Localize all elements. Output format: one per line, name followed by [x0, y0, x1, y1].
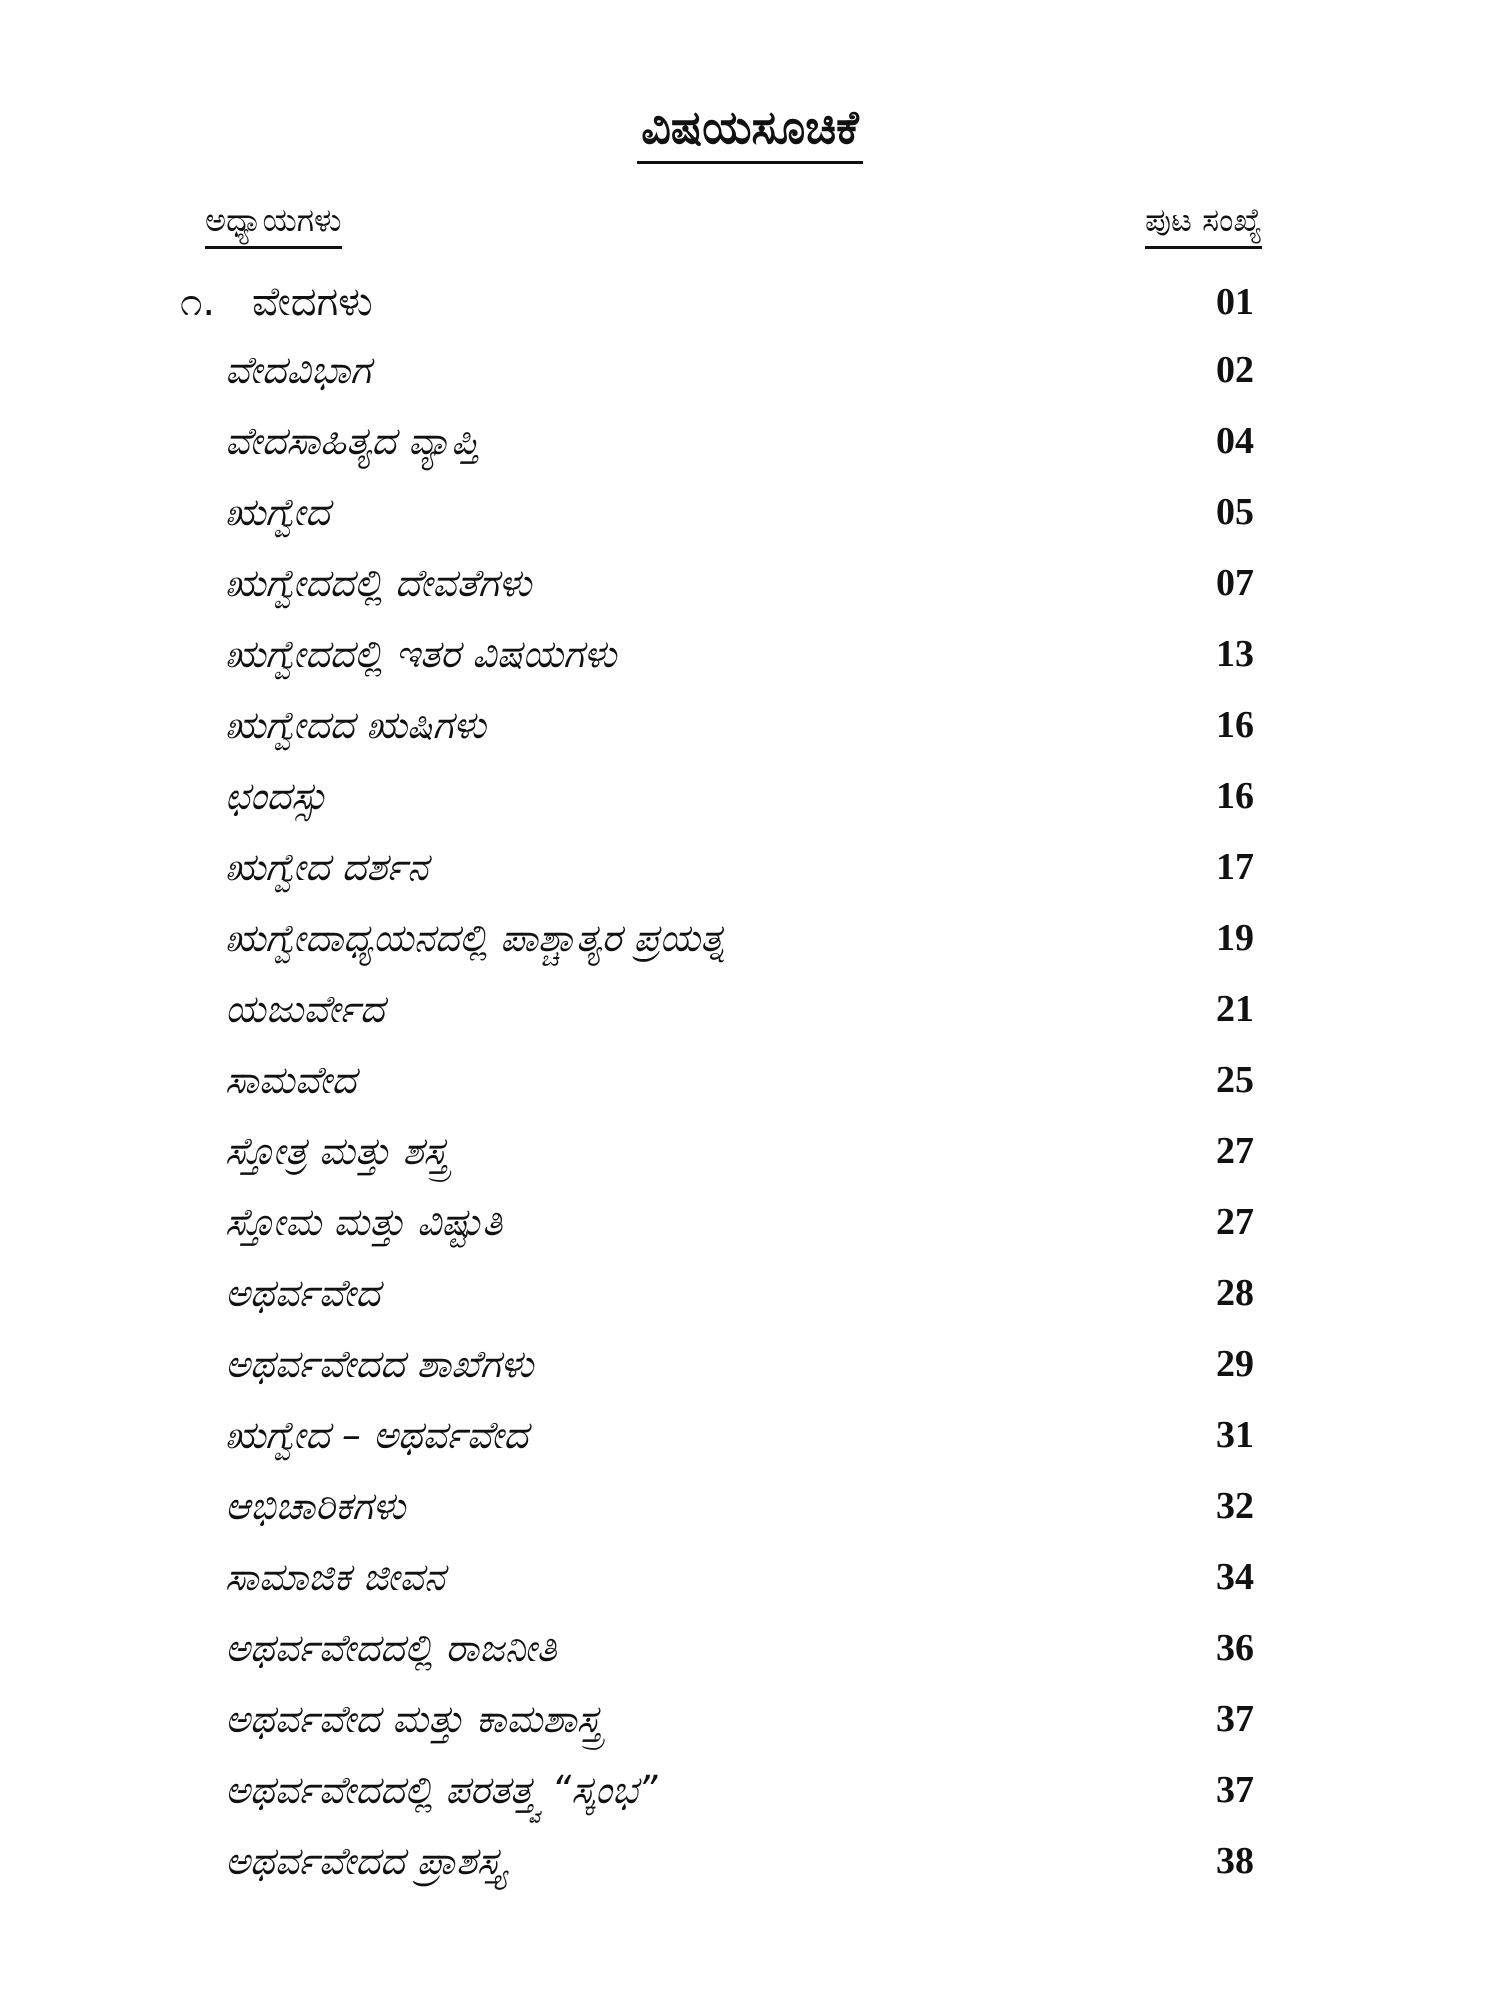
toc-entry: [0, 908, 1500, 979]
toc-entry-page: 05: [1216, 491, 1254, 533]
toc-entry-page: 04: [1216, 420, 1254, 462]
toc-entry: [0, 1121, 1500, 1192]
toc-entry: [0, 1618, 1500, 1689]
toc-entry-page: 19: [1216, 917, 1254, 959]
toc-entry: [0, 1405, 1500, 1476]
chapter-number: ೧.: [180, 279, 216, 325]
toc-entry: [0, 624, 1500, 695]
toc-entry: [0, 1476, 1500, 1547]
toc-entry: [0, 837, 1500, 908]
toc-entry-page: 31: [1216, 1414, 1254, 1456]
toc-entry: [0, 482, 1500, 553]
toc-entry: [0, 1689, 1500, 1760]
chapters-column-header: [205, 200, 342, 249]
chapter-heading-row: [180, 272, 1360, 332]
toc-entry: [0, 766, 1500, 837]
toc-entry-title: ಯಜುರ್ವೇದ: [225, 987, 385, 1031]
toc-entry-title: ಸಾಮಾಜಿಕ ಜೀವನ: [225, 1555, 445, 1599]
toc-entry-title: ಸ್ತೋತ್ರ ಮತ್ತು ಶಸ್ತ್ರ: [225, 1129, 448, 1173]
toc-entry-title: ಋಗ್ವೇದದಲ್ಲಿ ಇತರ ವಿಷಯಗಳು: [225, 632, 617, 676]
toc-entry: [0, 695, 1500, 766]
toc-entry-page: 28: [1216, 1272, 1254, 1314]
toc-entry-page: 17: [1216, 846, 1254, 888]
page-title-text: ವಿಷಯಸೂಚಿಕೆ: [637, 100, 862, 164]
toc-entry: [0, 979, 1500, 1050]
toc-entry: [0, 1547, 1500, 1618]
toc-entry-title: ಋಗ್ವೇದದಲ್ಲಿ ದೇವತೆಗಳು: [225, 561, 532, 605]
toc-entry-page: 38: [1216, 1840, 1254, 1882]
toc-entry-page: 13: [1216, 633, 1254, 675]
chapters-column-header-text: ಅಧ್ಯಾಯಗಳು: [205, 200, 342, 249]
toc-entry-page: 27: [1216, 1201, 1254, 1243]
toc-entry-page: 21: [1216, 988, 1254, 1030]
toc-entry-title: ಋಗ್ವೇದಾಧ್ಯಯನದಲ್ಲಿ ಪಾಶ್ಚಾತ್ಯರ ಪ್ರಯತ್ನ: [225, 916, 726, 960]
page-number-column-header: [1145, 200, 1262, 249]
toc-entry-title: ಆಭಿಚಾರಿಕಗಳು: [225, 1484, 406, 1528]
toc-entry-title: ವೇದವಿಭಾಗ: [225, 348, 371, 392]
toc-entry-page: 02: [1216, 349, 1254, 391]
toc-entry-page: 32: [1216, 1485, 1254, 1527]
toc-entry-title: ಛಂದಸ್ಸು: [225, 774, 328, 818]
toc-entries: [0, 340, 1500, 1902]
toc-entry-title: ಅಥರ್ವವೇದದಲ್ಲಿ ಪರತತ್ತ್ವ “ಸ್ಕಂಭ”: [225, 1768, 658, 1812]
toc-entry: [0, 1050, 1500, 1121]
chapter-page-number: 01: [1216, 281, 1254, 323]
toc-entry-page: 36: [1216, 1627, 1254, 1669]
toc-entry-title: ಅಥರ್ವವೇದ ಮತ್ತು ಕಾಮಶಾಸ್ತ್ರ: [225, 1697, 602, 1741]
toc-entry-title: ಅಥರ್ವವೇದದ ಶಾಖೆಗಳು: [225, 1342, 534, 1386]
toc-entry-page: 16: [1216, 775, 1254, 817]
toc-entry: [0, 1263, 1500, 1334]
toc-entry-page: 25: [1216, 1059, 1254, 1101]
toc-entry: [0, 1831, 1500, 1902]
toc-entry-title: ಋಗ್ವೇದದ ಋಷಿಗಳು: [225, 703, 486, 747]
toc-entry-page: 29: [1216, 1343, 1254, 1385]
toc-entry: [0, 1192, 1500, 1263]
toc-entry-title: ಸ್ತೋಮ ಮತ್ತು ವಿಷ್ಟುತಿ: [225, 1200, 503, 1244]
toc-entry-title: ಅಥರ್ವವೇದದ ಪ್ರಾಶಸ್ತ್ಯ: [225, 1839, 505, 1883]
toc-entry-title: ಅಥರ್ವವೇದದಲ್ಲಿ ರಾಜನೀತಿ: [225, 1626, 557, 1670]
toc-entry: [0, 1760, 1500, 1831]
toc-entry-page: 37: [1216, 1769, 1254, 1811]
page-number-column-header-text: ಪುಟ ಸಂಖ್ಯೆ: [1145, 200, 1262, 249]
chapter-title: ವೇದಗಳು: [252, 279, 373, 325]
toc-entry-title: ಋಗ್ವೇದ – ಅಥರ್ವವೇದ: [225, 1413, 529, 1457]
toc-entry-page: 16: [1216, 704, 1254, 746]
toc-entry-title: ಅಥರ್ವವೇದ: [225, 1271, 381, 1315]
toc-entry: [0, 553, 1500, 624]
toc-entry-title: ಋಗ್ವೇದ ದರ್ಶನ: [225, 845, 429, 889]
toc-entry-title: ವೇದಸಾಹಿತ್ಯದ ವ್ಯಾಪ್ತಿ: [225, 419, 479, 463]
toc-entry-page: 34: [1216, 1556, 1254, 1598]
toc-entry-title: ಸಾಮವೇದ: [225, 1058, 357, 1102]
toc-entry: [0, 1334, 1500, 1405]
toc-entry-page: 07: [1216, 562, 1254, 604]
toc-entry: [0, 411, 1500, 482]
toc-entry: [0, 340, 1500, 411]
page-title: [0, 100, 1500, 164]
toc-entry-page: 27: [1216, 1130, 1254, 1172]
toc-entry-page: 37: [1216, 1698, 1254, 1740]
toc-entry-title: ಋಗ್ವೇದ: [225, 490, 330, 534]
